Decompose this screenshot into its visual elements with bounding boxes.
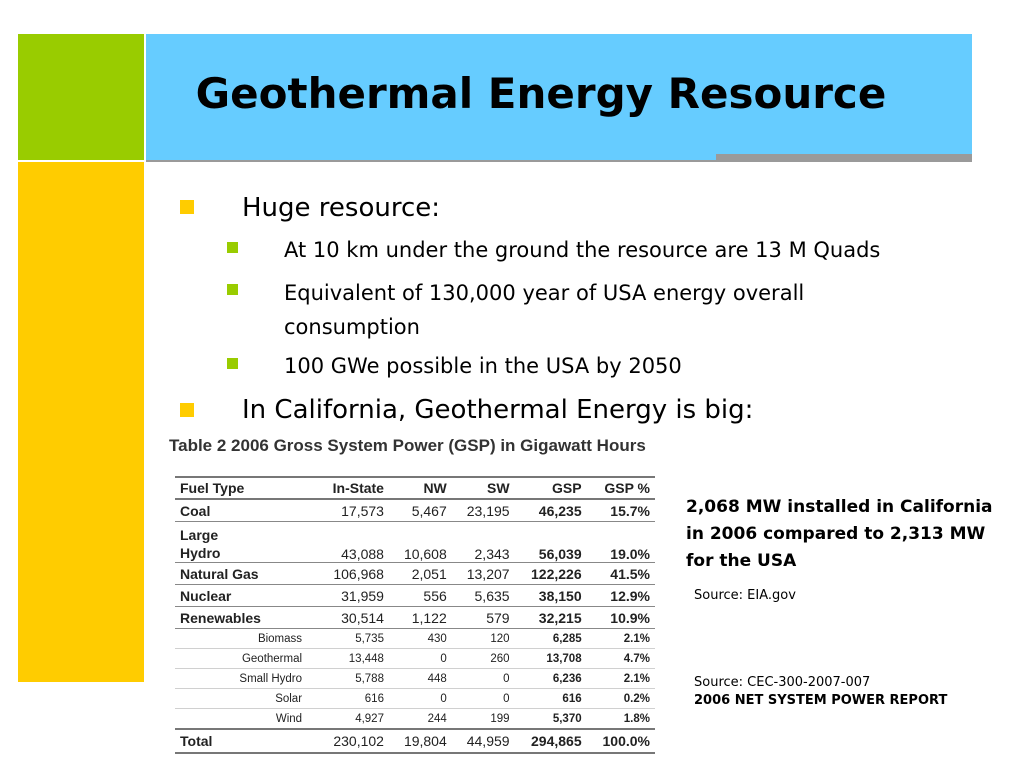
cell: 12.9%	[587, 585, 655, 607]
sub-bullet-gwe: 100 GWe possible in the USA by 2050	[284, 354, 682, 378]
cell: 13,448	[316, 649, 389, 669]
table-total-row	[175, 729, 655, 753]
title-divider-thin	[146, 160, 716, 162]
table-subrow	[175, 629, 655, 649]
cell: 30,514	[316, 607, 389, 629]
table-subrow	[175, 669, 655, 689]
row-label-text: Large Hydro	[180, 527, 221, 561]
cell: 5,635	[452, 585, 515, 607]
table-row	[175, 563, 655, 585]
cell: 19,804	[389, 729, 452, 753]
bullet-square-icon	[227, 284, 238, 295]
table-subrow	[175, 709, 655, 730]
table-row	[175, 522, 655, 563]
cell: 122,226	[515, 563, 587, 585]
slide-title: Geothermal Energy Resource	[195, 69, 887, 118]
bullet-huge-resource: Huge resource:	[242, 193, 441, 223]
header-sw: SW	[452, 477, 515, 499]
cell: 2,051	[389, 563, 452, 585]
cell: 38,150	[515, 585, 587, 607]
subrow-label: Wind	[175, 709, 316, 730]
subrow-label: Solar	[175, 689, 316, 709]
bullet-square-icon	[180, 403, 194, 417]
cell: 616	[515, 689, 587, 709]
cell: 46,235	[515, 499, 587, 522]
table-title: Table 2 2006 Gross System Power (GSP) in Gigawatt Hours	[169, 436, 646, 455]
bullet-california: In California, Geothermal Energy is big:	[242, 395, 754, 425]
cell: 19.0%	[587, 522, 655, 563]
total-label: Total	[175, 729, 316, 753]
source-cec	[694, 674, 947, 710]
table-row	[175, 585, 655, 607]
cell: 2.1%	[587, 669, 655, 689]
cell: 56,039	[515, 522, 587, 563]
cell: 556	[389, 585, 452, 607]
gsp-table	[175, 476, 655, 754]
cell: 10.9%	[587, 607, 655, 629]
cell: 260	[452, 649, 515, 669]
cell: 230,102	[316, 729, 389, 753]
cell: 4,927	[316, 709, 389, 730]
table-subrow	[175, 689, 655, 709]
row-label: Renewables	[175, 607, 316, 629]
cell: 41.5%	[587, 563, 655, 585]
cell: 32,215	[515, 607, 587, 629]
bullet-square-icon	[180, 200, 194, 214]
sub-bullet-equivalent: Equivalent of 130,000 year of USA energy overall consumption	[284, 281, 805, 339]
cell: 430	[389, 629, 452, 649]
cell: 2.1%	[587, 629, 655, 649]
header-gsp-percent: GSP %	[587, 477, 655, 499]
table-subrow	[175, 649, 655, 669]
yellow-accent-block	[18, 162, 144, 682]
cell: 120	[452, 629, 515, 649]
cell: 1,122	[389, 607, 452, 629]
cell: 0	[452, 689, 515, 709]
cell: 448	[389, 669, 452, 689]
subrow-label: Geothermal	[175, 649, 316, 669]
bullet-square-icon	[227, 242, 238, 253]
row-label	[175, 522, 316, 563]
cell: 100.0%	[587, 729, 655, 753]
row-label: Natural Gas	[175, 563, 316, 585]
cell: 106,968	[316, 563, 389, 585]
cell: 23,195	[452, 499, 515, 522]
cell: 6,285	[515, 629, 587, 649]
cell: 5,370	[515, 709, 587, 730]
table-row	[175, 607, 655, 629]
cell: 44,959	[452, 729, 515, 753]
subrow-label: Small Hydro	[175, 669, 316, 689]
source-cec-id: Source: CEC-300-2007-007	[694, 675, 871, 690]
cell: 579	[452, 607, 515, 629]
cell: 199	[452, 709, 515, 730]
header-in-state: In-State	[316, 477, 389, 499]
cell: 6,236	[515, 669, 587, 689]
cell: 4.7%	[587, 649, 655, 669]
green-accent-block	[18, 34, 144, 160]
cell: 17,573	[316, 499, 389, 522]
cell: 2,343	[452, 522, 515, 563]
row-label: Coal	[175, 499, 316, 522]
cell: 1.8%	[587, 709, 655, 730]
sub-bullet-depth: At 10 km under the ground the resource are 13 M Quads	[284, 238, 881, 262]
cell: 0	[452, 669, 515, 689]
cell: 5,467	[389, 499, 452, 522]
cell: 13,207	[452, 563, 515, 585]
cell: 0	[389, 649, 452, 669]
table-row	[175, 499, 655, 522]
header-fuel-type: Fuel Type	[175, 477, 316, 499]
cell: 5,735	[316, 629, 389, 649]
installed-capacity-note: 2,068 MW installed in California in 2006 compared to 2,313 MW for the USA	[686, 497, 993, 571]
table-header-row	[175, 477, 655, 499]
subrow-label: Biomass	[175, 629, 316, 649]
bullet-square-icon	[227, 358, 238, 369]
cell: 0.2%	[587, 689, 655, 709]
title-divider-thick	[716, 154, 972, 162]
cell: 616	[316, 689, 389, 709]
cell: 10,608	[389, 522, 452, 563]
cell: 294,865	[515, 729, 587, 753]
header-nw: NW	[389, 477, 452, 499]
cell: 5,788	[316, 669, 389, 689]
row-label: Nuclear	[175, 585, 316, 607]
cell: 31,959	[316, 585, 389, 607]
cell: 15.7%	[587, 499, 655, 522]
cell: 43,088	[316, 522, 389, 563]
source-cec-report: 2006 NET SYSTEM POWER REPORT	[694, 693, 948, 708]
source-eia: Source: EIA.gov	[694, 588, 796, 603]
cell: 0	[389, 689, 452, 709]
cell: 13,708	[515, 649, 587, 669]
header-gsp: GSP	[515, 477, 587, 499]
cell: 244	[389, 709, 452, 730]
